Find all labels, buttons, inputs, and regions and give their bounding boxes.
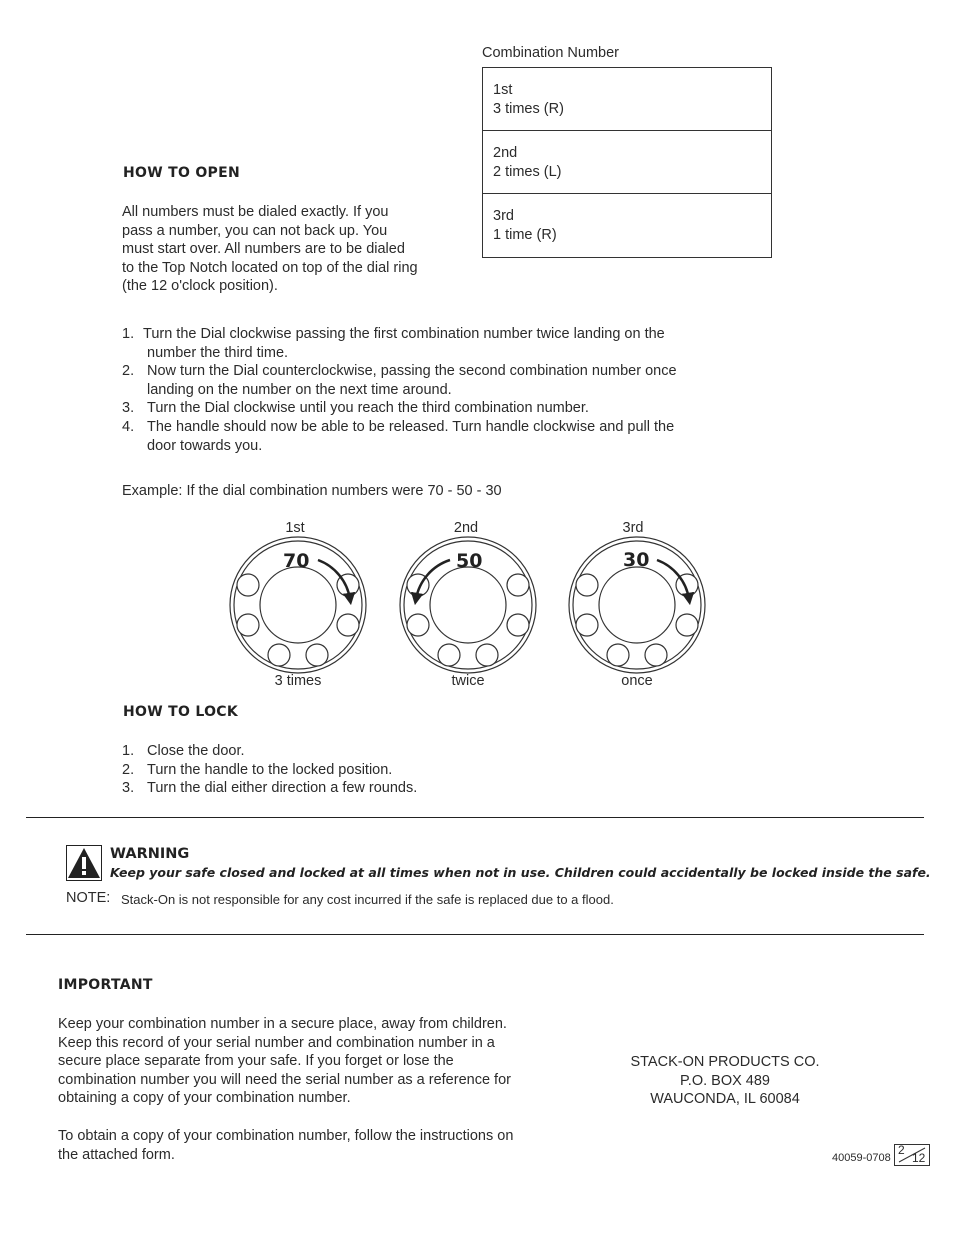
open-step <box>122 418 742 455</box>
address-line: P.O. BOX 489 <box>679 1072 770 1089</box>
dial-1-top-label: 1st <box>285 520 305 536</box>
combination-row-3 <box>483 194 771 257</box>
example-text: Example: If the dial combination numbers were 70 - 50 - 30 <box>122 483 502 499</box>
lock-step <box>122 779 622 798</box>
combination-title: Combination Number <box>482 45 620 61</box>
how-to-lock-heading: HOW TO LOCK <box>123 704 239 720</box>
dial-2-number: 50 <box>456 550 483 572</box>
divider-bottom <box>26 934 924 935</box>
step-line: Turn the Dial clockwise until you reach the third combination number. <box>147 400 589 417</box>
company-address <box>605 1053 845 1109</box>
open-step <box>122 362 742 399</box>
address-line: WAUCONDA, IL 60084 <box>650 1091 800 1108</box>
para-line: Keep this record of your serial number and combination number in a <box>58 1034 495 1051</box>
dial-3-bottom-label: once <box>621 673 653 689</box>
important-heading: IMPORTANT <box>58 977 153 993</box>
combination-instruction: 2 times (L) <box>493 163 562 180</box>
dial-3-number: 30 <box>623 549 650 571</box>
intro-line: must start over. All numbers are to be dialed <box>122 241 405 258</box>
dial-3-top-label: 3rd <box>622 520 644 536</box>
dial-1-number: 70 <box>283 550 310 572</box>
dial-1-bottom-label: 3 times <box>274 673 322 689</box>
intro-line: pass a number, you can not back up. You <box>122 222 388 239</box>
dial-2-bottom-label: twice <box>451 673 485 689</box>
combination-row-2 <box>483 131 771 194</box>
step-number: 3. <box>122 400 135 417</box>
note-text: Stack-On is not responsible for any cost incurred if the safe is replaced due to a flood. <box>121 892 614 907</box>
combination-ordinal: 2nd <box>493 145 518 161</box>
intro-line: (the 12 o'clock position). <box>122 278 278 295</box>
step-number: 1. <box>122 743 135 759</box>
divider-top <box>26 817 924 818</box>
fraction-top: 2 <box>898 1143 905 1157</box>
para-line: secure place separate from your safe. If you forget or lose the <box>58 1053 454 1070</box>
combination-ordinal: 3rd <box>493 208 514 224</box>
step-text: Close the door. <box>147 743 245 759</box>
para-line: obtaining a copy of your combination number. <box>58 1090 351 1107</box>
important-para-1 <box>58 1015 578 1108</box>
lock-step <box>122 761 622 780</box>
address-line: STACK-ON PRODUCTS CO. <box>630 1054 820 1070</box>
intro-line: All numbers must be dialed exactly. If you <box>122 204 389 220</box>
para-line: Keep your combination number in a secure place, away from children. <box>58 1016 507 1032</box>
step-number: 2. <box>122 761 135 778</box>
para-line: the attached form. <box>58 1146 175 1163</box>
step-number: 1. <box>122 326 135 342</box>
open-step <box>122 399 742 418</box>
step-line: number the third time. <box>147 344 289 361</box>
important-para-2 <box>58 1127 578 1164</box>
warning-title: WARNING <box>110 846 190 862</box>
combination-row-1 <box>483 68 771 131</box>
note-label: NOTE: <box>66 890 111 906</box>
intro-line: to the Top Notch located on top of the dial ring <box>122 259 418 276</box>
how-to-open-heading: HOW TO OPEN <box>123 165 241 181</box>
step-number: 2. <box>122 363 135 380</box>
para-line: To obtain a copy of your combination number, follow the instructions on <box>58 1128 514 1144</box>
combination-ordinal: 1st <box>493 82 513 98</box>
dial-2-top-label: 2nd <box>453 520 479 536</box>
part-number: 40059-0708 <box>832 1152 891 1164</box>
combination-table <box>482 67 772 258</box>
lock-steps <box>122 742 622 798</box>
warning-icon <box>66 845 102 881</box>
step-number: 3. <box>122 780 135 797</box>
combination-instruction: 1 time (R) <box>493 226 557 243</box>
warning-text: Keep your safe closed and locked at all times when not in use. Children could accidentally be locked inside the safe. <box>110 865 931 880</box>
step-text: Turn the dial either direction a few rounds. <box>147 780 418 797</box>
how-to-open-intro <box>122 203 452 296</box>
lock-step <box>122 742 622 761</box>
step-line: Now turn the Dial counterclockwise, passing the second combination number once <box>147 363 677 380</box>
combination-instruction: 3 times (R) <box>493 100 564 117</box>
open-step <box>122 325 742 362</box>
step-line: Turn the Dial clockwise passing the first combination number twice landing on the <box>143 326 665 342</box>
fraction-bottom: 12 <box>912 1151 926 1165</box>
page-fraction <box>894 1144 930 1166</box>
open-steps <box>122 325 742 455</box>
para-line: combination number you will need the serial number as a reference for <box>58 1071 511 1088</box>
step-line: The handle should now be able to be released. Turn handle clockwise and pull the <box>147 418 675 435</box>
step-number: 4. <box>122 418 135 435</box>
step-line: door towards you. <box>147 437 263 454</box>
step-line: landing on the number on the next time around. <box>147 381 452 398</box>
step-text: Turn the handle to the locked position. <box>147 761 393 778</box>
